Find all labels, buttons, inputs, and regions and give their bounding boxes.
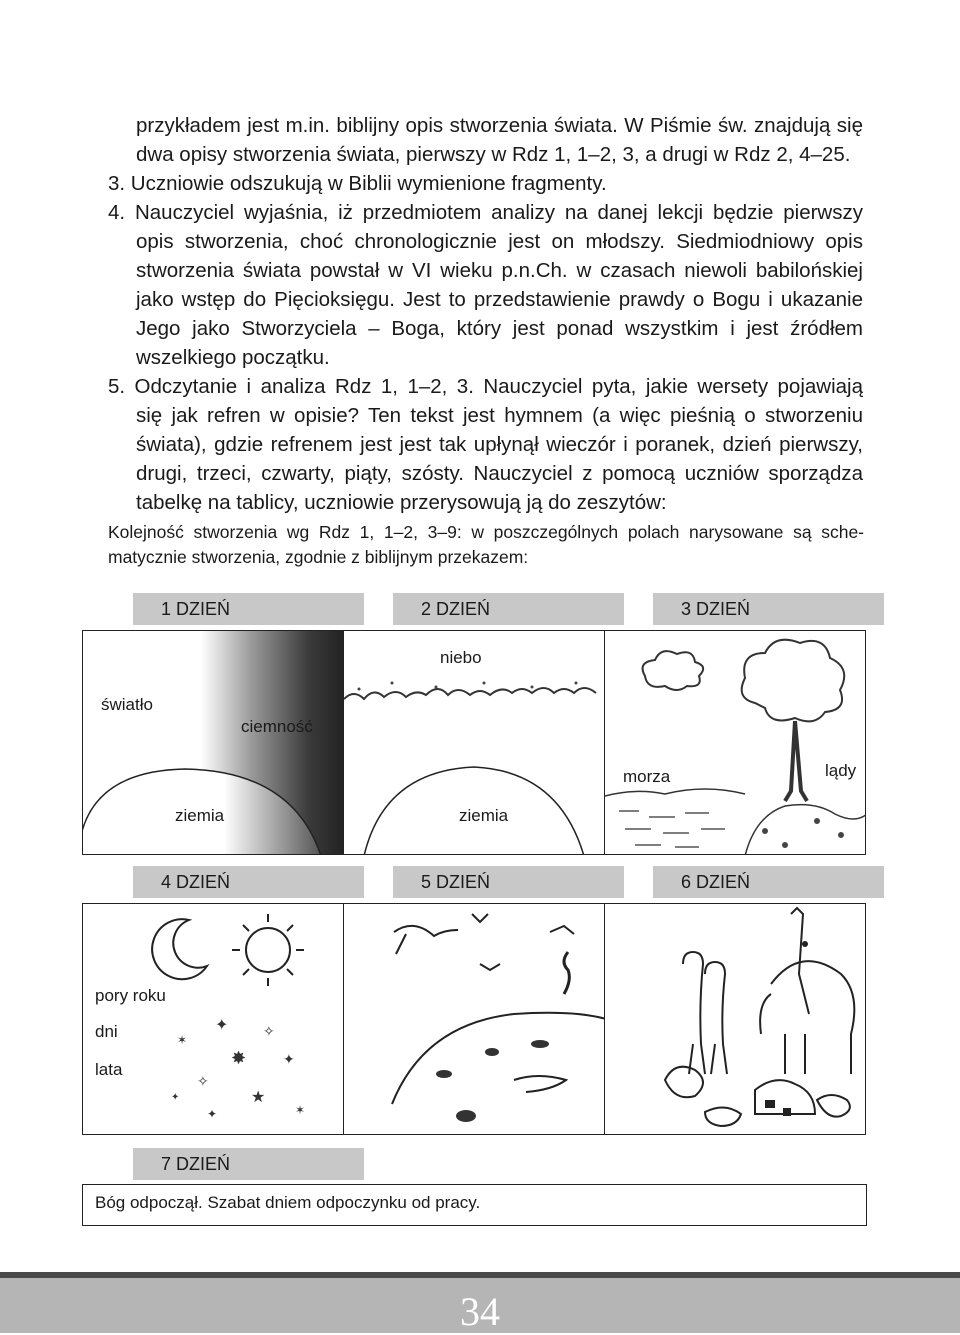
day-7-header (133, 1148, 364, 1180)
day-label: 4 DZIEŃ (161, 872, 231, 892)
day-7-panel (82, 1184, 867, 1226)
day-3-header (653, 593, 884, 625)
day-label: 1 DZIEŃ (161, 599, 231, 619)
seas-label: morza (623, 767, 671, 786)
lands-label: lądy (825, 761, 857, 780)
svg-text:✧: ✧ (263, 1023, 275, 1039)
darkness-label: ciemność (241, 717, 313, 736)
rest-text: Bóg odpoczął. Szabat dniem odpoczynku od pracy. (95, 1193, 481, 1212)
svg-text:★: ★ (251, 1089, 266, 1106)
svg-text:✧: ✧ (197, 1073, 209, 1089)
sky-label: niebo (440, 648, 482, 667)
day-2-header (393, 593, 624, 625)
day-4-panel (82, 903, 344, 1135)
svg-text:✦: ✦ (207, 1107, 218, 1121)
day-1-panel (82, 630, 344, 855)
earth-label: ziemia (459, 806, 509, 825)
day-5-panel (343, 903, 605, 1135)
day-label: 3 DZIEŃ (681, 599, 751, 619)
page-number: 34 (460, 1289, 500, 1334)
day-4-header (133, 866, 364, 898)
day-1-header (133, 593, 364, 625)
days-label: dni (95, 1022, 118, 1041)
svg-text:✦: ✦ (283, 1051, 295, 1067)
caption-line: Kolejność stworzenia wg Rdz 1, 1–2, 3–9: w poszczególnych polach narysowane są sche- (108, 522, 864, 542)
day-label: 6 DZIEŃ (681, 872, 751, 892)
earth-label: ziemia (175, 806, 225, 825)
day-label: 5 DZIEŃ (421, 872, 491, 892)
seasons-label: pory roku (95, 986, 166, 1005)
footer-rule (0, 1272, 960, 1278)
day-label: 2 DZIEŃ (421, 599, 491, 619)
text-line: świata), gdzie refrenem jest jest tak upłynął wieczór i poranek, dzień pierwszy, (136, 433, 863, 456)
sun-moon-stars-illustration (83, 904, 344, 1135)
birds-fish-illustration (344, 904, 605, 1135)
text-line: stworzenia świata powstał w VI wieku p.n.Ch. w czasach niewoli babilońskiej (136, 259, 863, 282)
day-label: 7 DZIEŃ (161, 1154, 231, 1174)
text-line: 4. Nauczyciel wyjaśnia, iż przedmiotem analizy na danej lekcji będzie pierwszy (108, 201, 863, 224)
caption-line: matycznie stworzenia, zgodnie z biblijnym przekazem: (108, 547, 529, 567)
text-line: tabelkę na tablicy, uczniowie przerysowują ją do zeszytów: (136, 491, 667, 514)
svg-text:✶: ✶ (177, 1033, 188, 1047)
seas-lands-illustration (605, 631, 866, 855)
day-6-panel (604, 903, 866, 1135)
text-line: przykładem jest m.in. biblijny opis stworzenia świata. W Piśmie św. znajdują się (136, 114, 863, 137)
text-line: dwa opisy stworzenia świata, pierwszy w Rdz 1, 1–2, 3, a drugi w Rdz 2, 4–25. (136, 143, 851, 166)
day-5-header (393, 866, 624, 898)
text-line: 3. Uczniowie odszukują w Biblii wymienione fragmenty. (108, 172, 607, 195)
years-label: lata (95, 1060, 123, 1079)
svg-text:✶: ✶ (295, 1103, 306, 1117)
svg-text:✦: ✦ (171, 1092, 180, 1103)
day-3-panel (604, 630, 866, 855)
text-line: drugi, trzeci, czwarty, piąty, szósty. Nauczyciel z pomocą uczniów sporządza (136, 462, 863, 485)
text-line: opis stworzenia, choć chronologicznie jest on młodszy. Siedmiodniowy opis (136, 230, 863, 253)
svg-text:✸: ✸ (231, 1048, 247, 1068)
text-line: jako wstęp do Pięcioksięgu. Jest to przedstawienie prawdy o Bogu i ukazanie (136, 288, 863, 311)
text-line: wszelkiego początku. (136, 346, 330, 369)
day-2-panel (343, 630, 605, 855)
text-line: się jak refren w opisie? Ten tekst jest hymnem (a więc pieśnią o stworzeniu (136, 404, 863, 427)
animals-humans-illustration (605, 904, 866, 1135)
text-line: Jego jako Stworzyciela – Boga, który jest ponad wszystkim i jest źródłem (136, 317, 863, 340)
light-label: światło (101, 695, 153, 714)
day-6-header (653, 866, 884, 898)
text-line: 5. Odczytanie i analiza Rdz 1, 1–2, 3. Nauczyciel pyta, jakie wersety pojawiają (108, 375, 863, 398)
svg-text:✦: ✦ (215, 1017, 229, 1034)
